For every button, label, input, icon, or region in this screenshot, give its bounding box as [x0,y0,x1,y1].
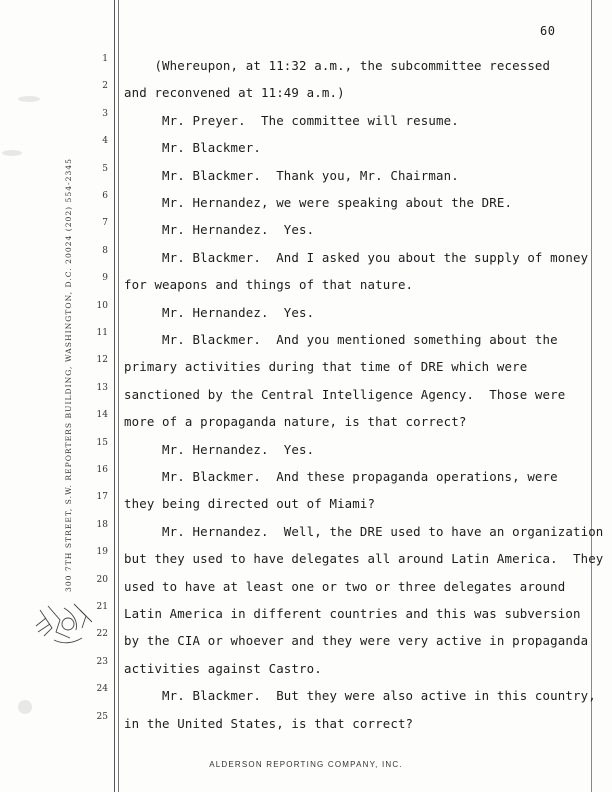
transcript-line: used to have at least one or two or three delegates around [124,578,566,594]
line-number: 2 [102,81,108,92]
transcript-line: Mr. Hernandez. Yes. [124,222,315,238]
transcript-line: but they used to have delegates all around Latin America. They [124,551,604,567]
transcript-line: Mr. Hernandez. Well, the DRE used to have an organization [124,523,604,539]
transcript-line: Mr. Blackmer. And these propaganda operations, were [124,469,558,484]
transcript-line: and reconvened at 11:49 a.m.) [124,85,345,101]
transcript-line: Mr. Hernandez. Yes. [124,441,315,457]
line-number: 19 [96,547,108,558]
page-number: 60 [540,24,556,38]
line-number: 11 [96,328,108,338]
line-number: 10 [96,300,108,311]
line-number: 16 [96,465,108,475]
left-margin-rule-inner [118,0,119,792]
line-number: 8 [102,245,108,256]
scan-smudge [18,96,40,102]
left-margin-rule [114,0,115,792]
transcript-line: Mr. Blackmer. And I asked you about the supply of money [124,249,589,265]
line-number: 5 [102,163,108,174]
transcript-line: (Whereupon, at 11:32 a.m., the subcommittee recessed [124,58,551,73]
transcript-line: sanctioned by the Central Intelligence Agency. Those were [124,386,566,402]
transcript-line: for weapons and things of that nature. [124,277,414,293]
right-margin-rule [591,0,592,792]
line-number: 14 [96,410,108,421]
line-number: 23 [96,656,108,667]
transcript-line: Mr. Blackmer. Thank you, Mr. Chairman. [124,167,459,183]
scan-smudge [2,150,22,156]
line-number: 7 [102,218,108,229]
transcript-line: Mr. Blackmer. But they were also active in this country, [124,688,596,704]
line-number: 12 [96,355,108,366]
line-number: 17 [96,492,108,503]
transcript-line: Mr. Blackmer. [124,140,261,156]
line-number: 1 [102,54,108,64]
reporter-address-sidebar: 300 7TH STREET, S.W. REPORTERS BUILDING, WASHINGTON, D.C. 20024 (202) 554-2345 [64,158,73,592]
line-number: 25 [96,711,108,722]
line-number: 3 [102,108,108,119]
line-number: 13 [96,382,108,393]
transcript-line: by the CIA or whoever and they were very active in propaganda [124,633,589,649]
scan-smudge [18,700,32,714]
transcript-line: more of a propaganda nature, is that correct? [124,414,467,430]
line-number: 18 [96,519,108,530]
footer-reporting-company: ALDERSON REPORTING COMPANY, INC. [209,760,403,769]
line-number: 6 [102,191,108,201]
transcript-line: Mr. Hernandez, we were speaking about the DRE. [124,195,513,210]
transcript-line: they being directed out of Miami? [124,496,376,512]
line-number: 24 [96,684,108,695]
transcript-line: Mr. Preyer. The committee will resume. [124,112,459,128]
transcript-line: activities against Castro. [124,660,322,676]
line-number: 21 [96,602,108,612]
transcript-line: Latin America in different countries and this was subversion [124,606,581,621]
line-number: 4 [102,136,108,147]
line-number: 20 [96,574,108,585]
line-number: 22 [96,629,108,640]
line-number: 15 [96,437,108,448]
transcript-line: Mr. Blackmer. And you mentioned something about the [124,332,558,347]
transcript-line: in the United States, is that correct? [124,715,414,731]
line-number: 9 [102,273,108,284]
transcript-line: Mr. Hernandez. Yes. [124,304,315,320]
transcript-line: primary activities during that time of DRE which were [124,359,528,375]
